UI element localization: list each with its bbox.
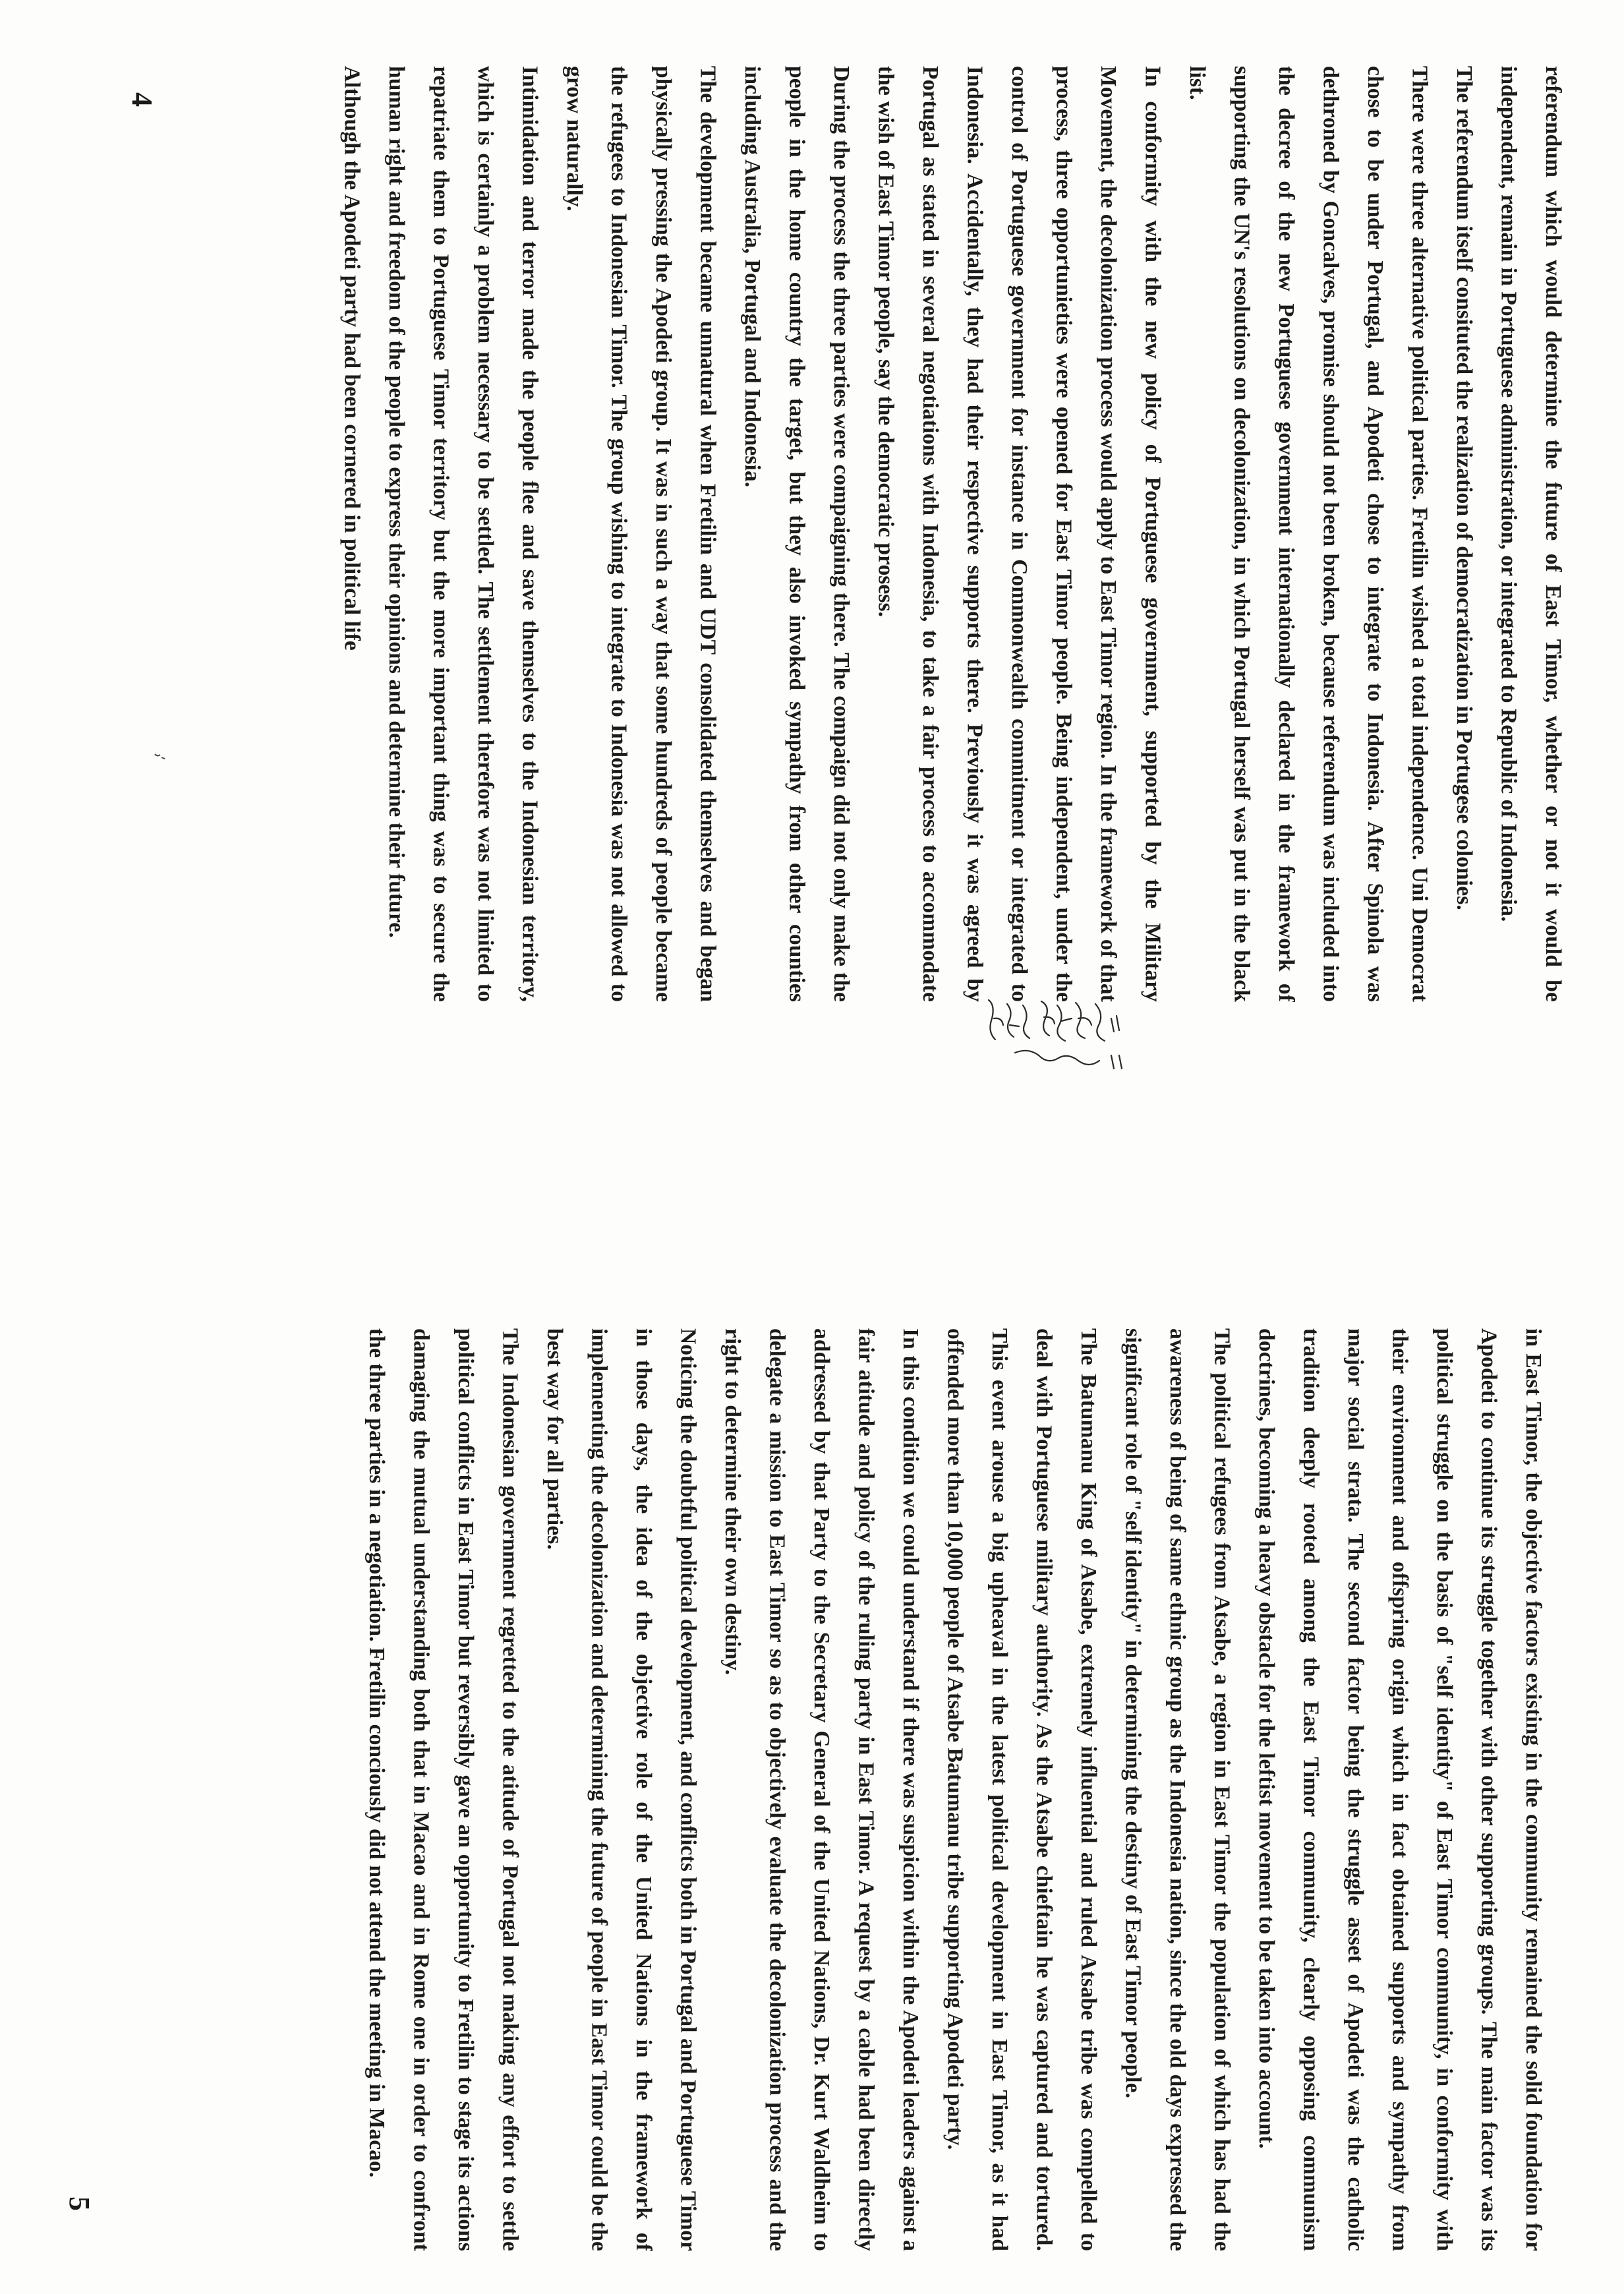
paragraph: In this condition we could understand if there was suspicion within the Apodeti leaders against a fair atitude and policy of the ruling party in East Timor. A request by a cable had been directly addressed by that Party to the Secretary General of the United Nations, Dr. Kurt Waldheim to delegate a mission to East Timor so as to objectively evaluate the decolonization process and the right to determine their own destiny. — [720, 1328, 923, 2251]
paragraph: The Indonesian government regretted to the atitude of Portugal not making any effort to settle political conflicts in East Timor but reversibly gave an opportunity to Fretilin to stage its actions damaging the mutual understanding both that in Macao and in Rome one in order to confront the three parties in a negotiation. Fretilin conciously did not attend the meeting in Macao. — [364, 1328, 523, 2251]
paragraph: referendum which would determine the future of East Timor, whether or not it would be independent, remain in Portuguese administration, or integrated to Republic of Indonesia. — [1496, 66, 1565, 1002]
right-page-text — [92, 1328, 1555, 2251]
paragraph: The referendum itself consituted the realization of democratization in Portugese colonies. — [1452, 66, 1476, 910]
left-page-text — [178, 66, 1575, 1002]
paragraph: Although the Apodeti party had been cornered in political life — [339, 66, 364, 651]
stray-mark — [154, 751, 167, 761]
page-number-left: 4 — [126, 92, 158, 107]
paragraph: in East Timor, the objective factors existing in the community remained the solid foundation for Apodeti to continue its struggle together with other supporting groups. The main factor was its political struggle on the basis of "self identity" of East Timor community, in conformity with their environment and offspring origin which in fact obtained supports and sympathy from major social strata. The second factor being the struggle asset of Apodeti was the catholic tradition deeply rooted among the East Timor community, clearly opposing communism doctrines, becoming a heavy obstacle for the leftist movement to be taken into account. — [1254, 1328, 1546, 2251]
paragraph: In conformity with the new policy of Portuguese government, supported by the Military Movement, the decolonization process would apply to East Timor region. In the framework of that process, three opportunieties were opened for East Timor people. Being independent, under the control of Portuguese government for instance in Commonwealth commitment or integrated to Indonesia. Accidentally, they had their respective supports there. Previously it was agreed by Portugal as stated in several negotiations with Indonesia, to take a fair process to accommodate the wish of East Timor people, say the democratic prosess. — [873, 66, 1165, 1002]
paragraph: The development became unnatural when Fretilin and UDT consolidated themselves and began physically pressing the Apodeti group. It was in such a way that some hundreds of people became the refugees to Indonesian Timor. The group wishing to integrate to Indonesia was not allowed to grow naturally. — [562, 66, 720, 1002]
paragraph: There were three alternative political parties. Fretilin wished a total independence. Uni Democrat chose to be under Portugal, and Apodeti chose to integrate to Indonesia. After Spinola was dethroned by Goncalves, promise should not been broken, because referendum was included into the decree of the new Portuguese government internationally declared in the framework of supporting the UN's resolutions on decolonization, in which Portugal herself was put in the black list. — [1185, 66, 1432, 1002]
paragraph: During the process the three parties were compaigning there. The compaign did not only make the people in the home country the target, but they also invoked sympathy from other counties including Australia, Portugal and Indonesia. — [740, 66, 854, 1002]
paragraph: The political refugees from Atsabe, a region in East Timor the population of which has had the awareness of being of same ethnic group as the Indonesia nation, since the old days expressed the significant role of "self identity" in determining the destiny of East Timor people. — [1120, 1328, 1234, 2251]
handwritten-note — [975, 992, 1153, 1091]
paragraph: Noticing the doubtful political development, and conflicts both in Portugal and Portuguese Timor in those days, the idea of the objective role of the United Nations in the framework of implementing the decolonization and determining the future of people in East Timor could be the best way for all parties. — [542, 1328, 701, 2251]
page-number-right: 5 — [63, 2196, 96, 2211]
paragraph: Intimidation and terror made the people flee and save themselves to the Indonesian territory, which is certainly a problem necessary to be settled. The settlement therefore was not limited to repatriate them to Portuguese Timor territory but the more important thing was to secure the human right and freedom of the people to express their opinions and determine their future. — [384, 66, 542, 1002]
paragraph: The Batumanu King of Atsabe, extremely influential and ruled Atsabe tribe was compelled to deal with Portuguese military authority. As the Atsabe chieftain he was captured and tortured. This event arouse a big upheaval in the latest political development in East Timor, as it had offended more than 10,000 people of Atsabe Batumanu tribe supporting Apodeti party. — [942, 1328, 1101, 2251]
